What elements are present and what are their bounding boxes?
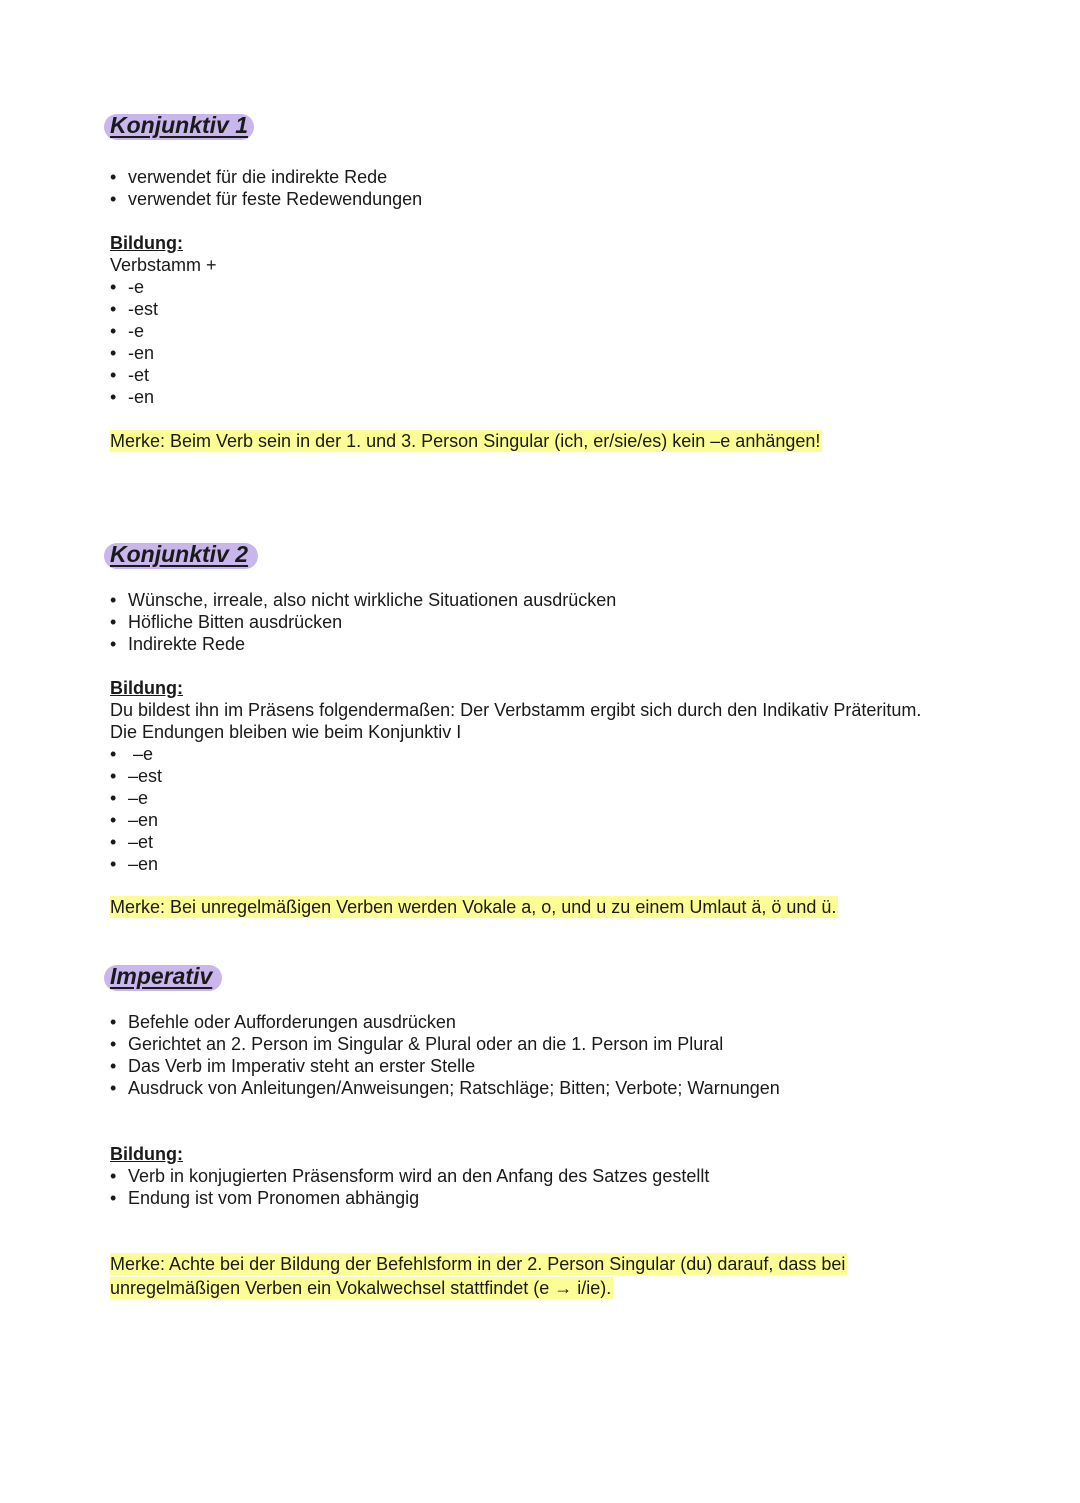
merke-imperativ — [110, 1252, 1010, 1300]
konjunktiv-2-bildung — [110, 677, 1010, 875]
merke-text-line-1: Merke: Achte bei der Bildung der Befehlsform in der 2. Person Singular (du) darauf, dass bei — [110, 1254, 846, 1274]
uses-list — [110, 1011, 1010, 1099]
section-imperativ — [110, 961, 1010, 991]
list-item: • -e — [110, 276, 1010, 298]
konjunktiv-1-uses — [110, 166, 1010, 210]
heading-konjunktiv-1-wrap — [110, 110, 248, 140]
bildung-list — [110, 1165, 1010, 1209]
section-konjunktiv-2 — [110, 539, 1010, 569]
list-item: • Das Verb im Imperativ steht an erster Stelle — [110, 1055, 1010, 1077]
list-item: • –e — [110, 787, 1010, 809]
bildung-intro: Verbstamm + — [110, 255, 217, 275]
endings-list — [110, 743, 1010, 875]
bildung-label: Bildung: — [110, 1144, 183, 1164]
section-konjunktiv-1 — [110, 110, 1010, 140]
bildung-label: Bildung: — [110, 233, 183, 253]
merke-konjunktiv-2 — [110, 895, 1010, 919]
list-item: • Verb in konjugierten Präsensform wird an den Anfang des Satzes gestellt — [110, 1165, 1010, 1187]
bildung-line-1: Du bildest ihn im Präsens folgendermaßen: Der Verbstamm ergibt sich durch den Indikativ Präteritum. — [110, 700, 922, 720]
uses-list — [110, 166, 1010, 210]
merke-konjunktiv-1 — [110, 429, 1010, 453]
heading-imperativ-wrap — [110, 961, 212, 991]
list-item: • verwendet für feste Redewendungen — [110, 188, 1010, 210]
heading-konjunktiv-2-wrap — [110, 539, 248, 569]
list-item: • verwendet für die indirekte Rede — [110, 166, 1010, 188]
list-item: • Höfliche Bitten ausdrücken — [110, 611, 1010, 633]
list-item: • -est — [110, 298, 1010, 320]
list-item: • –et — [110, 831, 1010, 853]
konjunktiv-1-bildung — [110, 232, 1010, 408]
list-item: • Befehle oder Aufforderungen ausdrücken — [110, 1011, 1010, 1033]
list-item: • -et — [110, 364, 1010, 386]
heading-konjunktiv-1: Konjunktiv 1 — [110, 112, 249, 138]
merke-text: Merke: Bei unregelmäßigen Verben werden Vokale a, o, und u zu einem Umlaut ä, ö und ü. — [110, 897, 837, 917]
list-item: • –en — [110, 853, 1010, 875]
list-item: • Endung ist vom Pronomen abhängig — [110, 1187, 1010, 1209]
konjunktiv-2-uses — [110, 589, 1010, 655]
uses-list — [110, 589, 1010, 655]
list-item: • -en — [110, 386, 1010, 408]
merke-text: Merke: Beim Verb sein in der 1. und 3. Person Singular (ich, er/sie/es) kein –e anhängen! — [110, 431, 821, 451]
list-item: • Gerichtet an 2. Person im Singular & Plural oder an die 1. Person im Plural — [110, 1033, 1010, 1055]
list-item: • –e — [110, 743, 1010, 765]
list-item: • Ausdruck von Anleitungen/Anweisungen; Ratschläge; Bitten; Verbote; Warnungen — [110, 1077, 1010, 1099]
merke-text-line-2: unregelmäßigen Verben ein Vokalwechsel stattfindet (e → i/ie). — [110, 1278, 612, 1298]
list-item: • –en — [110, 809, 1010, 831]
bildung-label: Bildung: — [110, 678, 183, 698]
list-item: • –est — [110, 765, 1010, 787]
list-item: • Indirekte Rede — [110, 633, 1010, 655]
list-item: • -e — [110, 320, 1010, 342]
imperativ-bildung — [110, 1143, 1010, 1209]
imperativ-uses — [110, 1011, 1010, 1099]
list-item: • -en — [110, 342, 1010, 364]
bildung-line-2: Die Endungen bleiben wie beim Konjunktiv I — [110, 722, 462, 742]
heading-konjunktiv-2: Konjunktiv 2 — [110, 541, 249, 567]
list-item: • Wünsche, irreale, also nicht wirkliche Situationen ausdrücken — [110, 589, 1010, 611]
heading-imperativ: Imperativ — [110, 963, 213, 989]
endings-list — [110, 276, 1010, 408]
